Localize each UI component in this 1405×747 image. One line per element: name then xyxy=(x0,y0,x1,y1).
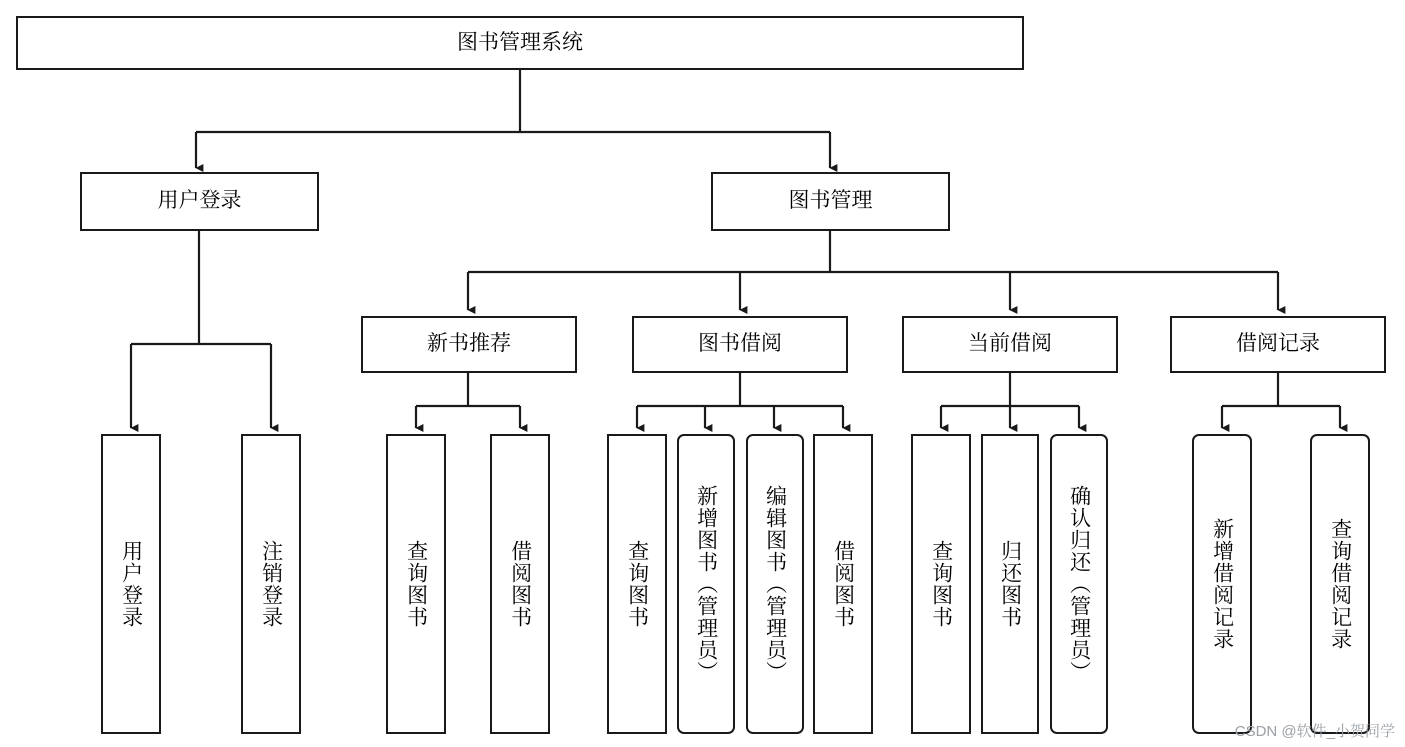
leaf-current-confirm-return-label: 确认归还（管理员） xyxy=(1067,485,1091,683)
node-book-management-label: 图书管理 xyxy=(788,189,873,213)
node-book-borrow-label: 图书借阅 xyxy=(698,332,782,356)
leaf-current-confirm-return[interactable] xyxy=(1050,434,1108,734)
node-current-borrow-label: 当前借阅 xyxy=(968,332,1052,356)
watermark: CSDN @软件_小贺同学 xyxy=(1234,723,1395,740)
leaf-current-return-book[interactable] xyxy=(981,434,1039,734)
leaf-current-query-book[interactable] xyxy=(911,434,971,734)
leaf-logout[interactable] xyxy=(241,434,301,734)
leaf-borrow-borrow-book[interactable] xyxy=(813,434,873,734)
leaf-records-add-record-label: 新增借阅记录 xyxy=(1210,518,1234,650)
node-borrow-records-label: 借阅记录 xyxy=(1236,332,1320,356)
leaf-records-query-record-label: 查询借阅记录 xyxy=(1328,518,1352,650)
leaf-recommend-query-book[interactable] xyxy=(386,434,446,734)
leaf-borrow-borrow-book-label: 借阅图书 xyxy=(831,540,855,628)
leaf-borrow-edit-book[interactable] xyxy=(746,434,804,734)
node-book-borrow[interactable] xyxy=(632,316,848,373)
leaf-logout-label: 注销登录 xyxy=(259,540,283,628)
leaf-current-return-book-label: 归还图书 xyxy=(998,540,1022,628)
leaf-borrow-query-book-label: 查询图书 xyxy=(625,540,649,628)
node-new-book-recommend[interactable] xyxy=(361,316,577,373)
leaf-borrow-edit-book-label: 编辑图书（管理员） xyxy=(763,485,787,683)
node-root[interactable] xyxy=(16,16,1024,70)
leaf-recommend-query-book-label: 查询图书 xyxy=(404,540,428,628)
leaf-borrow-add-book[interactable] xyxy=(677,434,735,734)
leaf-current-query-book-label: 查询图书 xyxy=(929,540,953,628)
leaf-recommend-borrow-book-label: 借阅图书 xyxy=(508,540,532,628)
leaf-records-query-record[interactable] xyxy=(1310,434,1370,734)
node-current-borrow[interactable] xyxy=(902,316,1118,373)
leaf-borrow-add-book-label: 新增图书（管理员） xyxy=(694,485,718,683)
node-root-label: 图书管理系统 xyxy=(457,30,583,54)
node-user-login-label: 用户登录 xyxy=(157,189,242,213)
node-borrow-records[interactable] xyxy=(1170,316,1386,373)
node-new-book-recommend-label: 新书推荐 xyxy=(427,332,511,356)
leaf-user-login[interactable] xyxy=(101,434,161,734)
node-book-management[interactable] xyxy=(711,172,950,231)
leaf-records-add-record[interactable] xyxy=(1192,434,1252,734)
leaf-recommend-borrow-book[interactable] xyxy=(490,434,550,734)
leaf-user-login-label: 用户登录 xyxy=(119,540,143,628)
node-user-login[interactable] xyxy=(80,172,319,231)
leaf-borrow-query-book[interactable] xyxy=(607,434,667,734)
